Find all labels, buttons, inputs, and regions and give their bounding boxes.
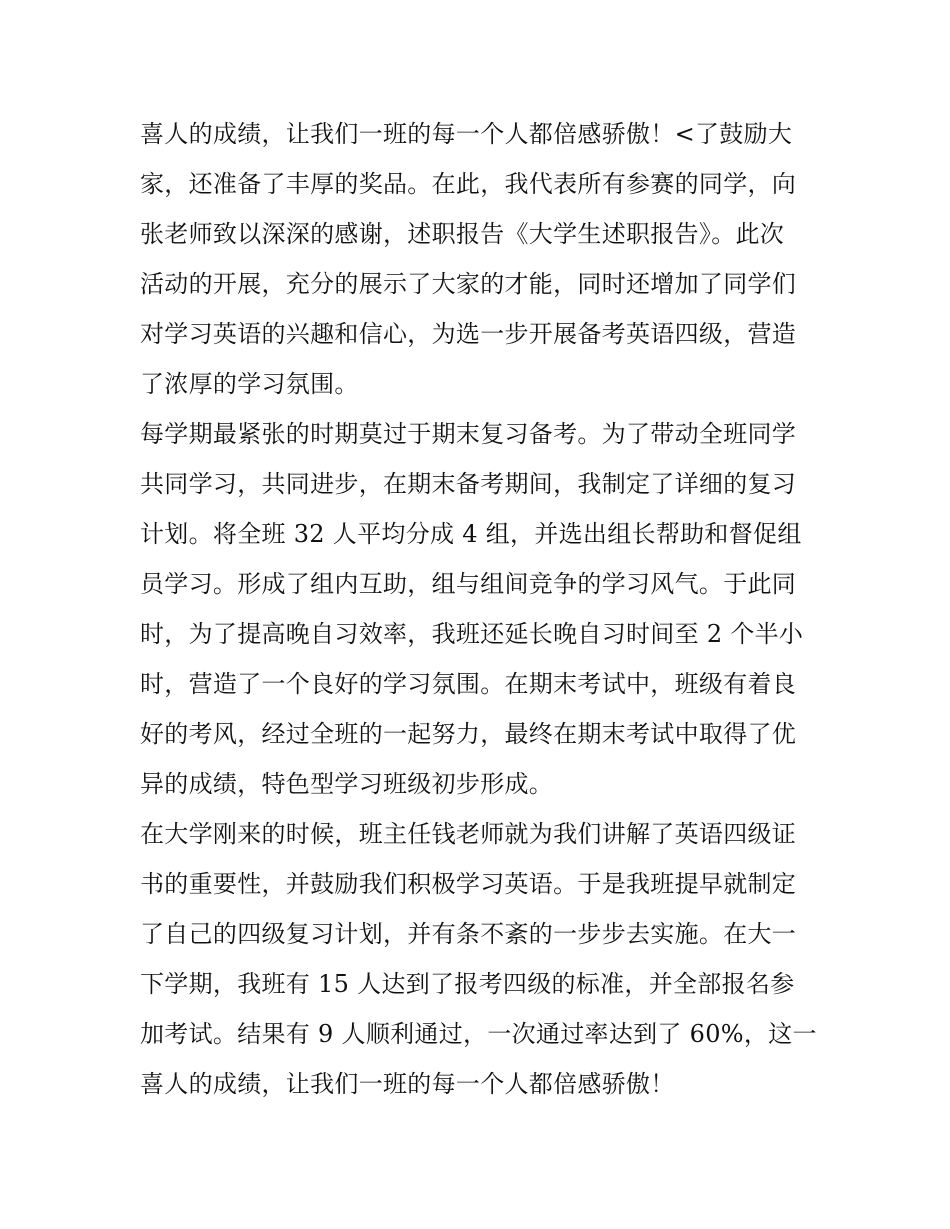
text-line: 共同学习，共同进步，在期末备考期间，我制定了详细的复习 xyxy=(140,470,797,498)
body-text xyxy=(140,109,820,1109)
text-line: 时，营造了一个良好的学习氛围。在期末考试中，班级有着良 xyxy=(140,670,797,698)
text-line: 书的重要性，并鼓励我们积极学习英语。于是我班提早就制定 xyxy=(140,870,797,898)
text-line: 好的考风，经过全班的一起努力，最终在期末考试中取得了优 xyxy=(140,720,797,748)
text-line: 下学期，我班有 15 人达到了报考四级的标准，并全部报名参 xyxy=(140,970,795,998)
text-line: 家，还准备了丰厚的奖品。在此，我代表所有参赛的同学，向 xyxy=(140,170,797,198)
text-line: 时，为了提高晚自习效率，我班还延长晚自习时间至 2 个半小 xyxy=(140,620,804,648)
text-line: 计划。将全班 32 人平均分成 4 组，并选出组长帮助和督促组 xyxy=(140,520,802,548)
text-line: 喜人的成绩，让我们一班的每一个人都倍感骄傲！<了鼓励大 xyxy=(140,120,793,148)
text-line: 了自己的四级复习计划，并有条不紊的一步步去实施。在大一 xyxy=(140,920,797,948)
text-line: 异的成绩，特色型学习班级初步形成。 xyxy=(140,770,554,798)
text-line: 加考试。结果有 9 人顺利通过，一次通过率达到了 60%，这一 xyxy=(140,1020,817,1048)
text-line: 在大学刚来的时候，班主任钱老师就为我们讲解了英语四级证 xyxy=(140,820,797,848)
text-line: 了浓厚的学习氛围。 xyxy=(140,370,359,398)
text-line: 每学期最紧张的时期莫过于期末复习备考。为了带动全班同学 xyxy=(140,420,797,448)
text-line: 喜人的成绩，让我们一班的每一个人都倍感骄傲！ xyxy=(140,1070,675,1098)
text-line: 对学习英语的兴趣和信心，为选一步开展备考英语四级，营造 xyxy=(140,320,797,348)
text-line: 张老师致以深深的感谢，述职报告《大学生述职报告》。此次 xyxy=(140,220,785,248)
text-line: 活动的开展，充分的展示了大家的才能，同时还增加了同学们 xyxy=(140,270,797,298)
text-line: 员学习。形成了组内互助，组与组间竞争的学习风气。于此同 xyxy=(140,570,797,598)
